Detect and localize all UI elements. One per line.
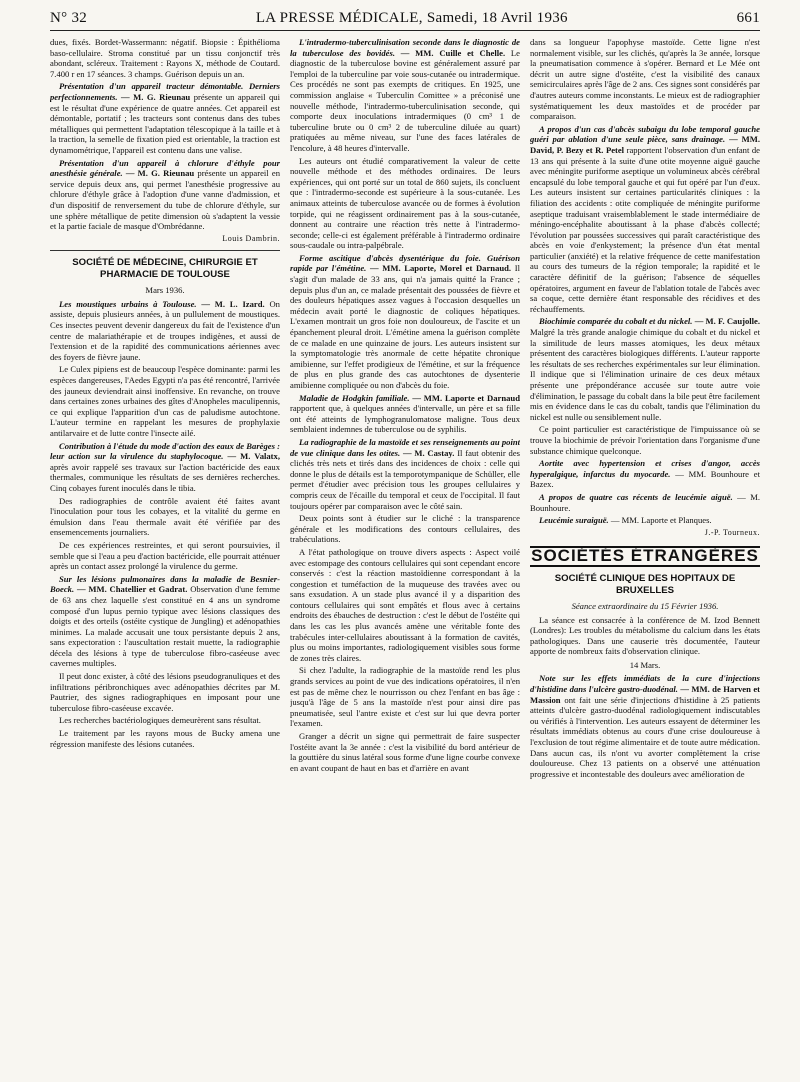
article-author: — MM. Laporte et Planques. [610,515,712,526]
article-text: après avoir rappelé ses travaux sur l'action bactéricide des eaux thermales, communique les résultats de ses dernières recherches. Cinq cobayes furent inoculés dans le tibia. [50,461,280,493]
signature: J.-P. Tourneux. [704,527,760,537]
signature: Louis Dambrin. [222,233,280,243]
article-title: Sur les lésions pulmonaires dans la maladie de Besnier-Boeck. [50,573,280,595]
article-title: Leucémie suraiguë. [539,515,609,526]
paragraph: dans sa longueur l'apophyse mastoïde. Cette ligne n'est normalement visible, sur les clichés, qu'après la 3e année, lorsque la pneumatisation commence à s'opérer. Bernard et Le Mée ont décrit un autre signe d'ostéite, c'est la visibilité des canaux semicirculaires après l'âge de 2 ans. Ces signes sont considérés par d'autres auteurs comme inconstants. Le mieux est de radiographier systématiquement les deux mastoïdes et de procéder par comparaison. [530,37,760,122]
article-author: — M. Bounhoure. [530,491,760,513]
article-text: Observation d'une femme de 63 ans chez laquelle s'est constitué en 4 ans un syndrome composé d'un lupus pernio typique avec lésions classiques des doigts et des orteils (ostéite cystique de Jungling) et adénopathies minimes. La malade accusait une toux persistante depuis 2 ans, sans expectoration : l'auscultation restait muette, la radiographie décela des lésions à type de tuberculose fibro-caséeuse avec cavernes multiples. [50,584,280,669]
column-3 [530,37,760,1077]
section-title: SOCIÉTÉ CLINIQUE DES HOPITAUX DE BRUXELLES [554,572,736,596]
article-author: — M. G. Rieunau [125,168,195,179]
article-title: Présentation d'un appareil à chlorure d'éthyle pour anesthésie générale. [50,157,280,179]
article-leucemie-aigue [530,492,760,513]
page-header [50,10,760,31]
article-caujolle [530,316,760,422]
article-cuille [290,37,520,154]
article-author: — MM. Cuille et Chelle. [400,47,506,58]
paragraph: La séance est consacrée à la conférence de M. Izod Bennett (Londres): Les troubles du métabolisme du calcium dans les états pathologiques. Dans une causerie très documentée, l'auteur apporte de nombreux faits d'observation clinique. [530,614,760,657]
article-author: — M. F. Caujolle. [694,316,760,327]
article-author: — MM. Bounhoure et Bazex. [530,468,760,490]
article-title: L'intradermo-tuberculinisation seconde dans le diagnostic de la tuberculose des bovidés. [290,37,520,58]
paragraph: Granger a décrit un signe qui permettrait de faire suspecter l'ostéite avant la 3e année : c'est la visibilité du bord antérieur de la gouttière du sinus latéral sous forme d'une ligne courbe convexe en avant coupant de haut en bas et d'arrière en avant [290,731,520,773]
paragraph: Le Culex pipiens est de beaucoup l'espèce dominante: parmi les espèces dangereuses, l'Aedes Egypti n'a pas été rencontré, l'arrivée des jauneux deviendrait ainsi inoffensive. En revanche, on trouve dans certaines zones urbaines des gîtes d'Anopheles maculipennis, ce qui explique l'apparition d'un cas de paludisme autochtone. L'auteur termine en rappelant les mesures de prophylaxie antilarvaire et de lutte contre l'insecte ailé. [50,364,280,438]
paragraph: Le traitement par les rayons mous de Bucky amena une régression manifeste des lésions cutanées. [50,728,280,749]
paragraph: Si chez l'adulte, la radiographie de la mastoïde rend les plus grands services au point de vue des indications opératoires, il n'en est pas de même chez le nourrisson ou chez l'enfant en bas âge : jusqu'à l'âge de 5 ans la mastoïde n'est pour ainsi dire pas pneumatisée, seul l'antre existe et c'est sur lui que devra porter l'examen. [290,665,520,729]
article-izard [50,299,280,363]
article-chatellier [50,574,280,669]
article-author: — MM. Laporte et Darnaud [412,392,520,403]
article-text: Malgré la très grande analogie chimique du cobalt et du nickel et la similitude de leurs masses atomiques, les deux métaux présentent des caractères biologiques différents. L'auteur rapporte les résultats de ses recherches expérimentales sur leur élimination. Il indique que si l'élimination urinaire de ces deux métaux présente une prépondérance accusée sur toute autre voie d'élimination, le passage du cobalt dans la bile peut être facilement mis en évidence dans le cas du cobalt, tandis que l'élimination du nickel est nulle ou sensiblement nulle. [530,327,760,422]
paragraph: Ce point particulier est caractéristique de l'impuissance où se trouve la biochimie de prévoir l'orientation dans l'organisme d'une substance chimique quelconque. [530,424,760,456]
article-title: Présentation d'un appareil tracteur démontable. Derniers perfectionnements. [50,81,280,102]
article-castay [290,437,520,511]
paragraph: Il peut donc exister, à côté des lésions pseudogranuliques et des infiltrations péribronchiques avec adénopathies décrites par M. Pautrier, des signes radiographiques en imposant pour une tuberculose fibro-caséeuse excavée. [50,671,280,713]
article-hodgkin [290,393,520,435]
paragraph: Les recherches bactériologiques demeurèrent sans résultat. [59,715,261,726]
journal-title: LA PRESSE MÉDICALE, Samedi, 18 Avril 1936 [255,10,568,26]
article-title: Les moustiques urbains à Toulouse. [59,298,197,309]
section-date: Séance extraordinaire du 15 Février 1936. [571,600,719,611]
article-david [530,124,760,315]
article-author: — M. Valatx, [227,451,280,462]
article-author: — M. L. Izard. [201,298,265,309]
column-2 [290,37,520,1077]
article-title: Maladie de Hodgkin familiale. [299,392,410,403]
article-author: — MM. Laporte, Morel et Darnaud. [369,263,512,274]
article-rieunau-chlorure [50,158,280,232]
paragraph: Deux points sont à étudier sur le cliché : la transparence générale et les modifications des contours cellulaires, des trabéculations. [290,513,520,545]
article-laporte-foie [290,253,520,391]
columns [50,37,760,1077]
article-author: — MM. Chatellier et Gadrat. [76,584,188,595]
article-title: Biochimie comparée du cobalt et du nickel. [539,316,693,327]
article-title: Aortite avec hypertension et crises d'angor, accès hyperalgique, infarctus du myocarde. [530,458,760,479]
paragraph: Les auteurs ont étudié comparativement la valeur de cette nouvelle méthode et des méthodes ordinaires. De leurs expériences, qui ont porté sur un total de 860 sujets, ils concluent que : l'intradermo-seconde est supérieure à la sous-cutanée. Les animaux atteints de tuberculose avancée ou de formes à évolution torpide, qui ne réagissent ordinairement pas à la sous-cutanée, donnent au contraire une réaction très nette à l'intradermo-seconde; celle-ci est également préférable à l'intradermo ordinaire sous-caudale ou intra-palpébrale. [290,155,520,251]
paragraph: A l'état pathologique on trouve divers aspects : Aspect voilé avec estompage des contours cellulaires qui sont cependant encore conservés : c'est la réaction mastoïdienne correspondant à la congestion et tuméfaction de la muqueuse des travées avec ou sans exsudation. A un stade plus avancé il y a disparition des contours cellulaires qui sont empâtés et flous avec à certains endroits des ébauches de destruction : c'est le début de l'ostéite qui dans les cas les plus avancés amène une véritable fonte des trabécules inter-cellulaires aboutissant à la formation de cavités, plus ou moins importantes, radiologiquement visibles sous forme de zones très claires. [290,546,520,663]
article-leucemie-suraigue [530,515,760,526]
section-banner: SOCIÉTÉS ÉTRANGÈRES [531,546,759,566]
article-text: Le diagnostic de la tuberculose bovine est généralement assuré par l'emploi de la tuberculine par voie sous-cutanée ou intradermique. Ces procédés ne sont pas exempts de critiques. En 1925, une commission anglaise « Tuberculin Comittee » a préconisé une nouvelle méthode, l'intradermo-tuberculinisation seconde, qui comporte deux inoculations intradermiques (0 cm³ 1 de tuberculine brute ou 0 cm³ 2 de tuberculine diluée au quart) pratiquées au même niveau, sur l'une des faces latérales de l'encolure, à 48 heures d'intervalle. [290,47,520,153]
article-valatx [50,441,280,494]
article-author: — MM. David, P. Bezy et R. Petel [530,134,760,155]
article-author: — M. Castay. [402,447,455,458]
article-text: rapportent que, à quelques années d'intervalle, un père et sa fille ont été atteints de lymphogranulomatose maligne. Tous deux semblaient indemnes de tuberculose ou de syphilis. [290,403,520,435]
article-title: A propos de quatre cas récents de leucémie aiguë. [539,491,733,502]
article-text: rapportent l'observation d'un enfant de 13 ans qui présente à la suite d'une otite moyenne aiguë gauche avec méningite puriforme aseptique un volumineux abcès cérébral encapsulé du lobe temporal gauche et qui fut opéré par l'un d'eux. Les auteurs insistent sur certaines particularités cliniques : la filiation des accidents : otite compliquée de méningite puriforme aseptique traduisant vraisemblablement le stade intermédiaire de méningo-encéphalite aboutissant à la phase d'abcès collecté; l'évolution par poussées successives qui paraît caractéristique des abcès en voie d'enkystement; la présence d'un état mental particulier (anxiété) et la relative fréquence de cette manifestation au cours des tumeurs de la région temporale; la rapidité et le caractère définitif de la guérison; l'absence de séquelles opératoires, argument en faveur de l'ablation totale de l'abcès avec sa coque, cette dernière étant responsable des récidives et des réchauffements. [530,144,760,314]
article-aortite [530,458,760,490]
page-number: 661 [736,10,760,26]
paragraph: De ces expériences restreintes, et qui seront poursuivies, il semble que si l'eau a peu d'action bactéricide, elle pourrait atténuer après un contact assez prolongé la virulence du germe. [50,539,280,572]
article-text: On assiste, depuis plusieurs années, à un pullulement de moustiques. Ces insectes peuvent devenir dangereux du fait de l'existence d'un centre de malariathérapie et de troupes indigènes, et aussi de l'extension et de la rapidité des communications aériennes avec des foyers de fièvre jaune. [50,298,280,362]
article-harven [530,673,760,779]
article-rieunau-tracteur [50,81,280,155]
article-title: La radiographie de la mastoïde et ses renseignements au point de vue clinique dans les otites. [290,436,520,458]
paragraph: Des radiographies de contrôle avaient été faites avant l'inoculation pour tous les cobayes, et la vitalité du germe en émulsion dans l'eau thermale avait été vérifiée par des ensemencements journaliers. [50,495,280,538]
article-text: ont fait une série d'injections d'histidine à 25 patients atteints d'ulcère gastro-duodénal radiologiquement indiscutables ou vérifiés à l'intervention. Les auteurs essayent de déterminer les résultats immédiats obtenus au cours d'une crise douloureuse à l'exclusion de tout régime alimentaire et de toute autre médication. Dans aucun cas, ils n'ont vu avorter complètement la crise douloureuse. Chez 13 patients on a observé une atténuation progressive et incontestable des douleurs avec amélioration de [530,694,760,779]
article-text: présente un appareil en service depuis deux ans, qui permet l'anesthésie progressive au chlorure d'éthyle grâce à l'adoption d'une vanne d'admission, et d'un dispositif de renversement du tube de chlorure d'éthyle, sur une sphère métallique de petite dimension où s'adaptent la vessie et la partie faciale de masque d'Ombrédanne. [50,168,280,232]
session-date: 14 Mars. [629,659,661,670]
article-text: Il s'agit d'un malade de 33 ans, qui n'a jamais quitté la France ; depuis plus d'un an, ce malade présentait des poussées de fièvre et des douleurs hépatiques assez vagues à l'occasion desquelles un médecin avait porté le diagnostic de coliques hépatiques. L'examen montrait un gros foie non douloureux, de l'ascite et un épanchement pleural droit. L'émétine amena la guérison complète de ce malade en une quinzaine de jours. Les auteurs insistent sur la symptomatologie très anormale de cette hépatite chronique amibienne, sur l'effet prodigieux de l'émétine, et sur la fréquence de plus en plus grande des cas autochtones de dysenterie amibienne compliquée ou non d'abcès du foie. [290,263,520,390]
article-title: Note sur les effets immédiats de la cure d'injections d'histidine dans l'ulcère gastro-duodénal. [530,673,760,695]
section-title: SOCIÉTÉ DE MÉDECINE, CHIRURGIE ET PHARMACIE DE TOULOUSE [72,257,258,281]
column-1 [50,37,280,1077]
article-author: — M. G. Rieunau [121,91,191,102]
article-author: — MM. de Harven et Massion [530,684,760,705]
section-date: Mars 1936. [145,285,185,296]
article-title: A propos d'un cas d'abcès subaigu du lobe temporal gauche guéri par ablation d'une seule pièce, sans drainage. [530,123,760,145]
issue-number: N° 32 [50,10,88,26]
divider [50,250,280,251]
article-text: Il faut obtenir des clichés très nets et tirés dans des incidences de choix : celle qui donne le plus de détails est la temporotympanique de Schüller, elle permet d'étudier avec précision tous les groupes cellulaires y compris ceux de l'écaille du temporal et ceux de l'occipital. Il faut toujours opérer par comparaison avec le côté sain. [290,447,520,511]
article-text: présente un appareil qui est le résultat d'une expérience de quatre années. Cet appareil est démontable, portatif ; les tracteurs sont contenus dans des tubes métalliques qui permettent l'adaptation télescopique à la taille et à la traction, la semelle de fixation pied est orientable, la traction est dynamométrique, l'appareil est contenu dans une valise. [50,91,280,155]
article-title: Contribution à l'étude du mode d'action des eaux de Barèges : leur action sur la virulence du staphylocoque. [50,440,280,462]
article-title: Forme ascitique d'abcès dysentérique du foie. Guérison rapide par l'émétine. [290,252,520,274]
paragraph: dues, fixés. Bordet-Wassermann: négatif. Biopsie : Épithélioma baso-cellulaire. Stroma constitué par un tissu conjonctif très abondant, scléreux. Traitement : Rayons X, méthode de Coutard. 7.400 r en 17 séances. 3 champs. Guérison depuis un an. [50,37,280,79]
